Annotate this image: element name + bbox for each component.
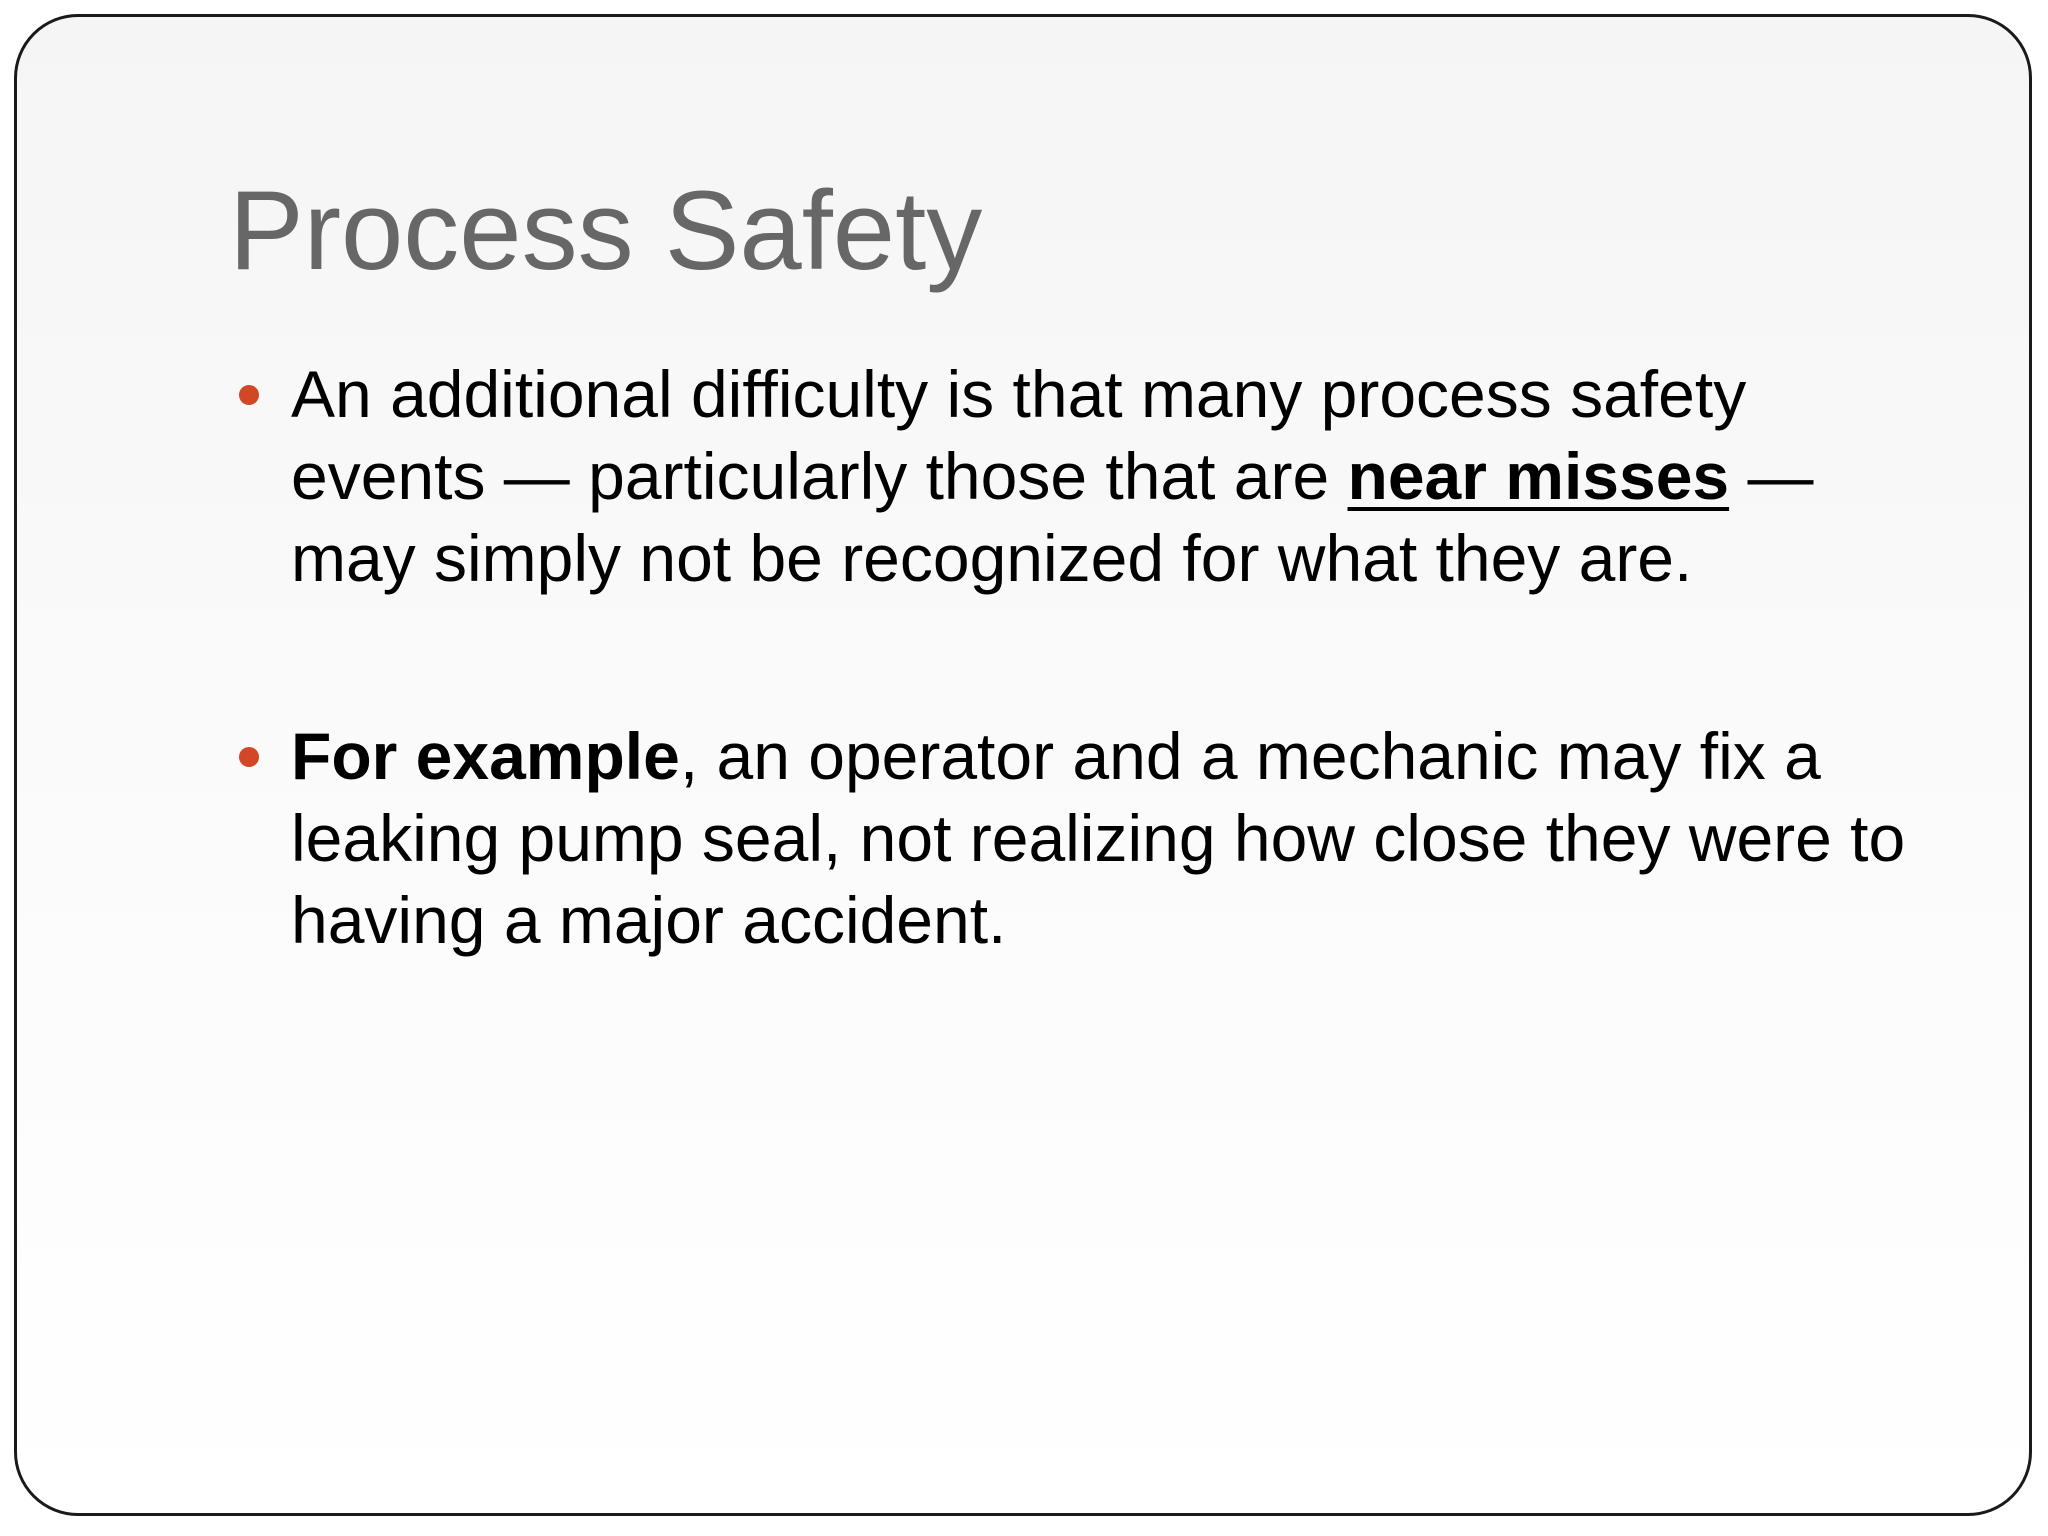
bullet-item-example (291, 715, 1931, 961)
slide (14, 14, 2032, 1516)
bullet-text: An additional difficulty is that many process safety events — particularly those that are (291, 357, 1747, 513)
bullet-text: , an operator and a mechanic may fix a leaking pump seal, not realizing how close they were to having a major accident. (291, 719, 1906, 957)
bullet-list (291, 353, 1931, 961)
emphasis-near-misses: near misses (1347, 439, 1730, 513)
bullet-text: — may simply not be recognized for what they are. (291, 439, 1814, 595)
emphasis-for-example: For example (291, 719, 680, 793)
bullet-dot-icon (239, 385, 259, 405)
bullet-dot-icon (239, 747, 259, 767)
bullet-item-near-misses (291, 353, 1931, 599)
slide-title: Process Safety (229, 168, 983, 293)
